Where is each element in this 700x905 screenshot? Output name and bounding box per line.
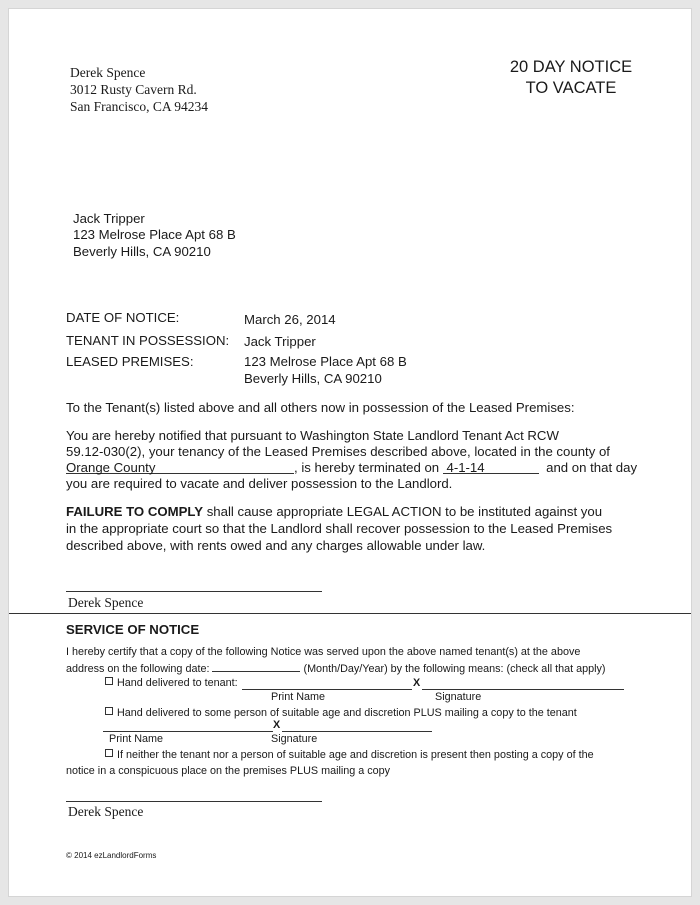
date-of-notice-value: March 26, 2014 — [244, 312, 336, 327]
leased-premises-line2: Beverly Hills, CA 90210 — [244, 371, 382, 386]
tenant-print-name-caption: Print Name — [271, 691, 326, 703]
notice-title-line1: 20 DAY NOTICE — [509, 58, 633, 76]
section-divider — [9, 613, 692, 614]
posting-label-line1: If neither the tenant nor a person of suitable age and discretion is present then posting a copy of the — [117, 749, 594, 761]
server-signature-name: Derek Spence — [68, 804, 144, 819]
tenant-print-name-line — [242, 689, 412, 690]
service-of-notice-heading: SERVICE OF NOTICE — [66, 622, 200, 637]
landlord-address-line1: 3012 Rusty Cavern Rd. — [70, 82, 197, 97]
service-means-label: (Month/Day/Year) by the following means: (check all that apply) — [303, 663, 606, 675]
service-certify-line1: I hereby certify that a copy of the following Notice was served upon the above named tenant(s) at the above — [66, 646, 581, 658]
tenant-in-possession-value: Jack Tripper — [244, 334, 316, 349]
service-date-field[interactable] — [212, 660, 300, 672]
notice-title-line2: TO VACATE — [525, 79, 617, 97]
notice-paragraph-line3 — [66, 459, 637, 476]
terminated-text: , is hereby terminated on — [294, 460, 440, 475]
county-field — [66, 459, 294, 474]
option-hand-delivered-other — [105, 706, 577, 720]
hand-delivered-other-label: Hand delivered to some person of suitable age and discretion PLUS mailing a copy to the tenant — [117, 707, 577, 719]
notice-paragraph-line1: You are hereby notified that pursuant to Washington State Landlord Tenant Act RCW — [66, 428, 559, 443]
failure-to-comply-label: FAILURE TO COMPLY — [66, 504, 204, 519]
termination-date-value: 4-1-14 — [446, 460, 485, 475]
server-signature-line — [66, 801, 322, 802]
termination-date-field — [443, 459, 539, 474]
notice-document — [8, 8, 692, 897]
service-date-label: address on the following date: — [66, 663, 210, 675]
option-posting-line1 — [105, 748, 594, 762]
other-print-name-caption: Print Name — [109, 733, 164, 745]
hand-delivered-tenant-label: Hand delivered to tenant: — [117, 677, 238, 689]
notice-paragraph-line4: you are required to vacate and deliver possession to the Landlord. — [66, 476, 453, 491]
copyright-footer: © 2014 ezLandlordForms — [66, 851, 157, 860]
hand-delivered-tenant-checkbox[interactable] — [105, 677, 113, 685]
notice-paragraph-line2: 59.12-030(2), your tenancy of the Leased Premises described above, located in the county of — [66, 444, 610, 459]
landlord-address-line2: San Francisco, CA 94234 — [70, 99, 208, 114]
leased-premises-label: LEASED PREMISES: — [66, 354, 194, 369]
date-of-notice-label: DATE OF NOTICE: — [66, 310, 180, 325]
tenant-signature-caption: Signature — [435, 691, 482, 703]
landlord-name: Derek Spence — [70, 65, 146, 80]
other-signature-caption: Signature — [271, 733, 318, 745]
landlord-signature-line — [66, 591, 322, 592]
service-certify-line2 — [66, 660, 606, 676]
failure-paragraph-line2: in the appropriate court so that the Landlord shall recover possession to the Leased Premises — [66, 521, 613, 536]
recipient-address-line1: 123 Melrose Place Apt 68 B — [73, 227, 236, 242]
option-hand-delivered-tenant — [105, 676, 238, 690]
recipient-address-line2: Beverly Hills, CA 90210 — [73, 244, 211, 259]
hand-delivered-other-checkbox[interactable] — [105, 707, 113, 715]
posting-checkbox[interactable] — [105, 749, 113, 757]
and-on-that-day-text: and on that day — [546, 460, 638, 475]
failure-text: shall cause appropriate LEGAL ACTION to be instituted against you — [203, 504, 603, 519]
other-signature-x-mark: X — [273, 719, 281, 731]
failure-paragraph-line1 — [66, 503, 602, 520]
option-posting-line2: notice in a conspicuous place on the premises PLUS mailing a copy — [66, 765, 391, 777]
tenant-signature-x-mark: X — [413, 677, 421, 689]
landlord-signature-name: Derek Spence — [68, 595, 144, 610]
failure-paragraph-line3: described above, with rents owed and any charges allowable under law. — [66, 538, 486, 553]
tenant-in-possession-label: TENANT IN POSSESSION: — [66, 333, 230, 348]
intro-text: To the Tenant(s) listed above and all others now in possession of the Leased Premises: — [66, 400, 575, 415]
county-value: Orange County — [66, 460, 156, 475]
leased-premises-line1: 123 Melrose Place Apt 68 B — [244, 354, 407, 369]
recipient-name: Jack Tripper — [73, 211, 145, 226]
